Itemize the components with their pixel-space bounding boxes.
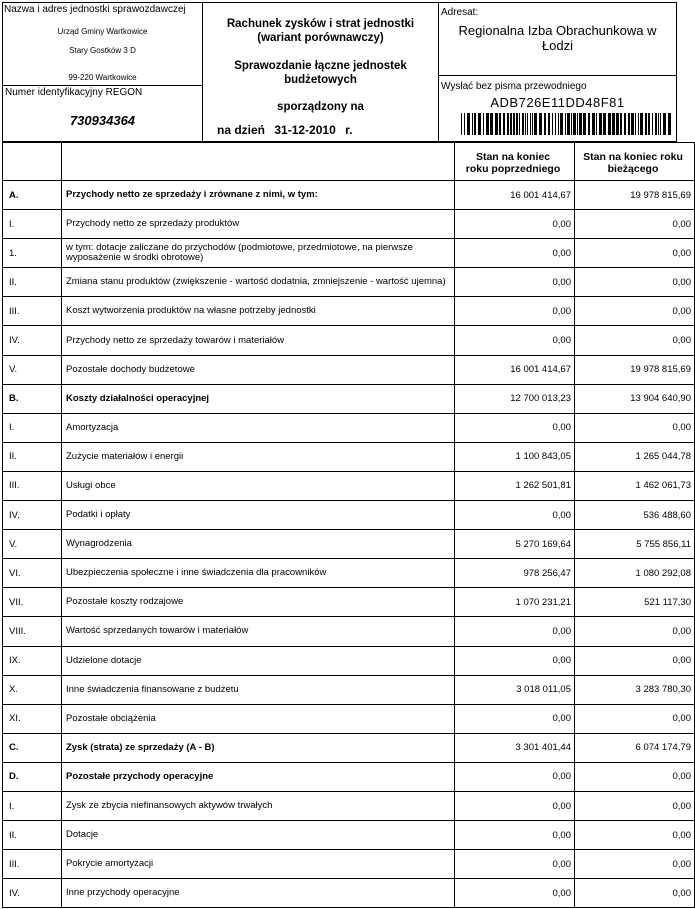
- barcode: [461, 113, 671, 135]
- table-row: [3, 821, 695, 850]
- row-prev-value: 0,00: [455, 821, 575, 850]
- row-description: Udzielone dotacje: [62, 646, 455, 675]
- row-number: II.: [3, 268, 62, 297]
- row-prev-value: 0,00: [455, 646, 575, 675]
- row-description: Pozostałe dochody budżetowe: [62, 355, 455, 384]
- row-prev-value: 0,00: [455, 413, 575, 442]
- row-description: Pozostałe przychody operacyjne: [62, 762, 455, 791]
- row-prev-value: 0,00: [455, 210, 575, 239]
- row-curr-value: 0,00: [575, 821, 695, 850]
- row-description: Amortyzacja: [62, 413, 455, 442]
- row-prev-value: 0,00: [455, 501, 575, 530]
- row-description: Koszty działalności operacyjnej: [62, 384, 455, 413]
- row-curr-value: 0,00: [575, 326, 695, 355]
- report-subtitle: [203, 59, 438, 87]
- row-number: I.: [3, 791, 62, 820]
- table-row: [3, 559, 695, 588]
- table-row: [3, 297, 695, 326]
- table-row: [3, 326, 695, 355]
- row-number: IV.: [3, 501, 62, 530]
- regon-label: Numer identyfikacyjny REGON: [5, 87, 143, 98]
- table-row: [3, 791, 695, 820]
- row-curr-value: 19 978 815,69: [575, 181, 695, 210]
- table-row: [3, 704, 695, 733]
- row-prev-value: 5 270 169,64: [455, 530, 575, 559]
- row-number: I.: [3, 413, 62, 442]
- row-number: IV.: [3, 326, 62, 355]
- row-curr-value: 536 488,60: [575, 501, 695, 530]
- row-number: V.: [3, 355, 62, 384]
- row-prev-value: 3 018 011,05: [455, 675, 575, 704]
- row-number: II.: [3, 442, 62, 471]
- header-desc-cell: [62, 143, 455, 181]
- row-description: Pokrycie amortyzacji: [62, 850, 455, 879]
- row-curr-value: 0,00: [575, 646, 695, 675]
- regon-number: 730934364: [69, 113, 136, 128]
- row-number: I.: [3, 210, 62, 239]
- table-row: [3, 471, 695, 500]
- row-number: X.: [3, 675, 62, 704]
- row-curr-value: 0,00: [575, 617, 695, 646]
- row-curr-value: 1 265 044,78: [575, 442, 695, 471]
- addressee-name: [439, 23, 676, 53]
- table-row: [3, 501, 695, 530]
- row-prev-value: 0,00: [455, 268, 575, 297]
- row-prev-value: 0,00: [455, 297, 575, 326]
- report-date: 31-12-2010: [274, 123, 336, 137]
- header-curr-year: [575, 143, 695, 181]
- report-subtitle-line1: Sprawozdanie łączne jednostek: [234, 60, 407, 72]
- row-prev-value: 0,00: [455, 879, 575, 908]
- table-row: [3, 733, 695, 762]
- header-prev-line1: Stan na koniec: [475, 150, 551, 163]
- row-number: B.: [3, 384, 62, 413]
- table-row: [3, 181, 695, 210]
- row-prev-value: 1 070 231,21: [455, 588, 575, 617]
- row-prev-value: 16 001 414,67: [455, 181, 575, 210]
- report-title-block: [203, 3, 439, 141]
- row-description: Przychody netto ze sprzedaży i zrównane z nimi, w tym:: [62, 181, 455, 210]
- table-row: [3, 413, 695, 442]
- table-row: [3, 268, 695, 297]
- row-prev-value: 0,00: [455, 239, 575, 268]
- row-prev-value: 0,00: [455, 326, 575, 355]
- row-prev-value: 1 100 843,05: [455, 442, 575, 471]
- row-prev-value: 3 301 401,44: [455, 733, 575, 762]
- row-number: C.: [3, 733, 62, 762]
- addressee-line1: Regionalna Izba Obrachunkowa w: [458, 23, 657, 38]
- row-description: Zmiana stanu produktów (zwiększenie - wartość dodatnia, zmniejszenie - wartość ujemna): [62, 268, 455, 297]
- table-header-row: [3, 143, 695, 181]
- date-suffix: r.: [345, 123, 353, 137]
- row-curr-value: 19 978 815,69: [575, 355, 695, 384]
- row-number: IX.: [3, 646, 62, 675]
- row-description: Zysk ze zbycia niefinansowych aktywów trwałych: [62, 791, 455, 820]
- row-number: III.: [3, 471, 62, 500]
- header-num-cell: [3, 143, 62, 181]
- reporting-unit-label: Nazwa i adres jednostki sprawozdawczej: [4, 4, 186, 15]
- addressee-box: [439, 3, 676, 76]
- row-number: V.: [3, 530, 62, 559]
- row-description: Inne przychody operacyjne: [62, 879, 455, 908]
- row-curr-value: 0,00: [575, 850, 695, 879]
- table-row: [3, 442, 695, 471]
- row-description: Inne świadczenia finansowane z budżetu: [62, 675, 455, 704]
- table-row: [3, 646, 695, 675]
- table-row: [3, 239, 695, 268]
- row-curr-value: 0,00: [575, 704, 695, 733]
- row-description: Wartość sprzedanych towarów i materiałów: [62, 617, 455, 646]
- row-description: Zysk (strata) ze sprzedaży (A - B): [62, 733, 455, 762]
- row-description: Pozostałe koszty rodzajowe: [62, 588, 455, 617]
- date-prefix: na dzień: [217, 123, 266, 137]
- reporting-unit-block: [3, 3, 203, 141]
- row-curr-value: 0,00: [575, 413, 695, 442]
- prepared-on-label: sporządzony na: [277, 101, 364, 113]
- send-label: Wysłać bez pisma przewodniego: [441, 81, 587, 92]
- table-row: [3, 850, 695, 879]
- unit-name: Urząd Gminy Wartkowice: [57, 27, 148, 36]
- row-curr-value: 0,00: [575, 239, 695, 268]
- table-row: [3, 879, 695, 908]
- table-row: [3, 617, 695, 646]
- row-description: Przychody netto ze sprzedaży towarów i materiałów: [62, 326, 455, 355]
- row-curr-value: 0,00: [575, 297, 695, 326]
- row-prev-value: 978 256,47: [455, 559, 575, 588]
- row-description: Przychody netto ze sprzedaży produktów: [62, 210, 455, 239]
- table-row: [3, 355, 695, 384]
- row-curr-value: 0,00: [575, 762, 695, 791]
- row-description: Usługi obce: [62, 471, 455, 500]
- unit-street: Stary Gostków 3 D: [69, 46, 136, 55]
- report-title-line1: Rachunek zysków i strat jednostki: [226, 18, 415, 30]
- row-description: Dotacje: [62, 821, 455, 850]
- row-prev-value: 0,00: [455, 762, 575, 791]
- row-curr-value: 13 904 640,90: [575, 384, 695, 413]
- table-row: [3, 530, 695, 559]
- row-prev-value: 0,00: [455, 617, 575, 646]
- row-curr-value: 521 117,30: [575, 588, 695, 617]
- header-curr-line2: bieżącego: [607, 162, 659, 175]
- row-number: VII.: [3, 588, 62, 617]
- report-title: [203, 17, 438, 45]
- row-curr-value: 0,00: [575, 268, 695, 297]
- report-subtitle-line2: budżetowych: [284, 74, 357, 86]
- report-date-line: [217, 123, 358, 137]
- table-row: [3, 210, 695, 239]
- row-number: III.: [3, 850, 62, 879]
- row-number: 1.: [3, 239, 62, 268]
- row-prev-value: 0,00: [455, 850, 575, 879]
- row-prev-value: 0,00: [455, 791, 575, 820]
- document-code: ADB726E11DD48F81: [490, 95, 625, 110]
- header-prev-line2: roku poprzedniego: [465, 162, 561, 175]
- row-number: IV.: [3, 879, 62, 908]
- report-header: [2, 2, 677, 142]
- row-curr-value: 0,00: [575, 879, 695, 908]
- row-curr-value: 3 283 780,30: [575, 675, 695, 704]
- row-description: Ubezpieczenia społeczne i inne świadczenia dla pracowników: [62, 559, 455, 588]
- row-number: VIII.: [3, 617, 62, 646]
- report-title-line2: (wariant porównawczy): [257, 32, 384, 44]
- row-description: w tym: dotacje zaliczane do przychodów (podmiotowe, przedmiotowe, na pierwsze wyposażenie w środki obrotowe): [62, 239, 455, 268]
- row-description: Podatki i opłaty: [62, 501, 455, 530]
- row-curr-value: 1 462 061,73: [575, 471, 695, 500]
- row-prev-value: 16 001 414,67: [455, 355, 575, 384]
- unit-address-box: [3, 3, 202, 86]
- row-description: Wynagrodzenia: [62, 530, 455, 559]
- row-number: A.: [3, 181, 62, 210]
- row-number: XI.: [3, 704, 62, 733]
- addressee-label: Adresat:: [441, 7, 479, 18]
- income-statement-table: [2, 142, 695, 908]
- row-prev-value: 0,00: [455, 704, 575, 733]
- row-prev-value: 1 262 501,81: [455, 471, 575, 500]
- row-description: Koszt wytworzenia produktów na własne potrzeby jednostki: [62, 297, 455, 326]
- row-prev-value: 12 700 013,23: [455, 384, 575, 413]
- table-row: [3, 675, 695, 704]
- table-row: [3, 762, 695, 791]
- table-row: [3, 588, 695, 617]
- addressee-line2: Łodzi: [541, 38, 574, 53]
- row-curr-value: 0,00: [575, 210, 695, 239]
- row-curr-value: 1 080 292,08: [575, 559, 695, 588]
- unit-postcode: 99-220 Wartkowice: [68, 73, 137, 82]
- row-curr-value: 6 074 174,79: [575, 733, 695, 762]
- row-curr-value: 5 755 856,11: [575, 530, 695, 559]
- row-number: D.: [3, 762, 62, 791]
- row-curr-value: 0,00: [575, 791, 695, 820]
- header-prev-year: [455, 143, 575, 181]
- row-description: Zużycie materiałów i energii: [62, 442, 455, 471]
- table-row: [3, 384, 695, 413]
- row-description: Pozostałe obciążenia: [62, 704, 455, 733]
- row-number: VI.: [3, 559, 62, 588]
- addressee-block: [439, 3, 676, 141]
- header-curr-line1: Stan na koniec roku: [583, 150, 683, 163]
- row-number: II.: [3, 821, 62, 850]
- row-number: III.: [3, 297, 62, 326]
